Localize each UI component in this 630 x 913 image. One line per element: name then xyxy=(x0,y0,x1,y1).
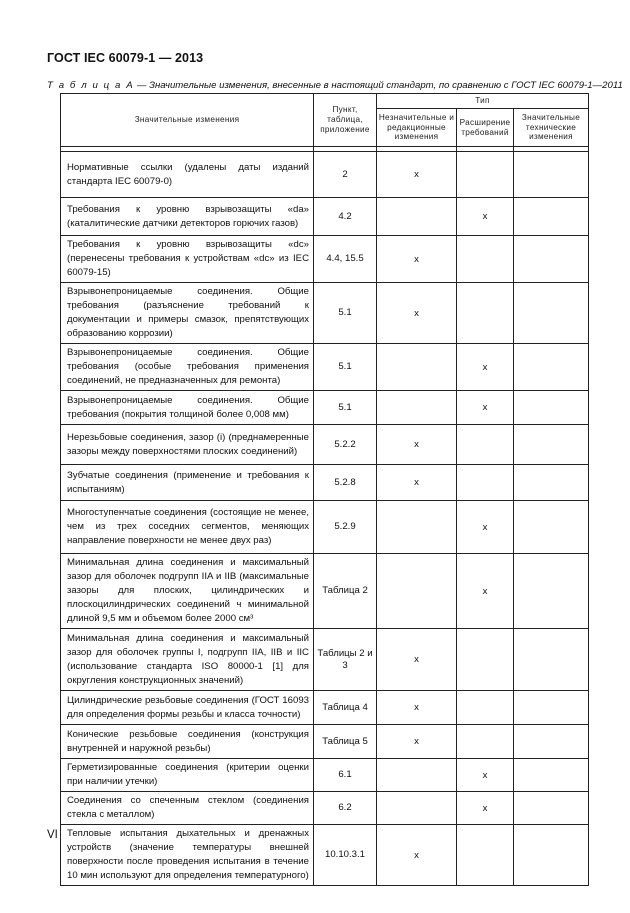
caption-label: Т а б л и ц а А xyxy=(47,80,135,91)
minor-change-mark: x xyxy=(377,283,457,344)
extension-mark: x xyxy=(457,759,514,792)
header-clause: Пункт, таблица, приложение xyxy=(314,94,377,147)
table-row xyxy=(61,152,589,198)
extension-mark xyxy=(457,236,514,283)
table-row xyxy=(61,725,589,759)
technical-change-mark xyxy=(514,554,589,629)
clause-reference: Таблицы 2 и 3 xyxy=(314,629,377,691)
clause-reference: Таблица 2 xyxy=(314,554,377,629)
minor-change-mark xyxy=(377,501,457,554)
change-description: Требования к уровню взрывозащиты «da» (каталитические датчики детекторов горючих газов) xyxy=(61,198,314,236)
extension-mark: x xyxy=(457,792,514,825)
table-row xyxy=(61,236,589,283)
extension-mark: x xyxy=(457,501,514,554)
table-caption xyxy=(47,80,623,91)
caption-text: — Значительные изменения, внесенные в настоящий стандарт, по сравнению с ГОСТ IEC 60079-1—2011 xyxy=(134,80,623,91)
clause-reference: 5.2.2 xyxy=(314,425,377,465)
extension-mark: x xyxy=(457,198,514,236)
change-description: Взрывонепроницаемые соединения. Общие требования (особые требования применения соединений, не предназначенных для ремонта) xyxy=(61,344,314,391)
change-description: Цилиндрические резьбовые соединения (ГОСТ 16093 для определения формы резьбы и класса точности) xyxy=(61,691,314,725)
table-row xyxy=(61,501,589,554)
technical-change-mark xyxy=(514,825,589,886)
header-minor: Незначительные и редакционные изменения xyxy=(377,109,457,147)
minor-change-mark: x xyxy=(377,691,457,725)
change-description: Зубчатые соединения (применение и требования к испытаниям) xyxy=(61,465,314,501)
technical-change-mark xyxy=(514,792,589,825)
technical-change-mark xyxy=(514,501,589,554)
change-description: Герметизированные соединения (критерии оценки при наличии утечки) xyxy=(61,759,314,792)
table-row xyxy=(61,283,589,344)
change-description: Тепловые испытания дыхательных и дренажных устройств (значение температуры внешней поверхности после проведения испытания в течение 10 мин используют для определения температурного) xyxy=(61,825,314,886)
clause-reference: 2 xyxy=(314,152,377,198)
technical-change-mark xyxy=(514,344,589,391)
change-description: Нерезьбовые соединения, зазор (i) (преднамеренные зазоры между поверхностями плоских соединений) xyxy=(61,425,314,465)
clause-reference: 5.1 xyxy=(314,344,377,391)
table-body xyxy=(61,147,589,886)
technical-change-mark xyxy=(514,725,589,759)
extension-mark xyxy=(457,283,514,344)
change-description: Требования к уровню взрывозащиты «dc» (перенесены требования к устройствам «dc» из IEC 60079-15) xyxy=(61,236,314,283)
minor-change-mark: x xyxy=(377,725,457,759)
change-description: Конические резьбовые соединения (конструкция внутренней и наружной резьбы) xyxy=(61,725,314,759)
change-description: Нормативные ссылки (удалены даты изданий стандарта IEC 60079-0) xyxy=(61,152,314,198)
clause-reference: Таблица 4 xyxy=(314,691,377,725)
clause-reference: 5.2.8 xyxy=(314,465,377,501)
minor-change-mark: x xyxy=(377,152,457,198)
change-description: Многоступенчатые соединения (состоящие не менее, чем из трех соседних сегментов, меняющих направление поверхности не менее двух раз) xyxy=(61,501,314,554)
table-row xyxy=(61,792,589,825)
minor-change-mark: x xyxy=(377,425,457,465)
minor-change-mark xyxy=(377,391,457,425)
minor-change-mark: x xyxy=(377,465,457,501)
extension-mark: x xyxy=(457,554,514,629)
clause-reference: 10.10.3.1 xyxy=(314,825,377,886)
technical-change-mark xyxy=(514,152,589,198)
document-header: ГОСТ IEC 60079-1 — 2013 xyxy=(47,51,204,65)
technical-change-mark xyxy=(514,759,589,792)
extension-mark xyxy=(457,691,514,725)
clause-reference: Таблица 5 xyxy=(314,725,377,759)
page-number: VI xyxy=(47,829,58,841)
technical-change-mark xyxy=(514,236,589,283)
extension-mark: x xyxy=(457,391,514,425)
header-type: Тип xyxy=(377,94,589,109)
table-row xyxy=(61,554,589,629)
header-extension: Расширение требований xyxy=(457,109,514,147)
technical-change-mark xyxy=(514,691,589,725)
table-row xyxy=(61,344,589,391)
table-row xyxy=(61,198,589,236)
clause-reference: 5.1 xyxy=(314,283,377,344)
technical-change-mark xyxy=(514,629,589,691)
minor-change-mark xyxy=(377,198,457,236)
minor-change-mark xyxy=(377,759,457,792)
change-description: Минимальная длина соединения и максимальный зазор для оболочек группы I, подгрупп IIA, IIB и IIC (использование стандарта ISO 80000-1 [1] для округления конструкционных значений) xyxy=(61,629,314,691)
table-row xyxy=(61,759,589,792)
table-row xyxy=(61,629,589,691)
extension-mark xyxy=(457,425,514,465)
technical-change-mark xyxy=(514,425,589,465)
table-row xyxy=(61,825,589,886)
change-description: Взрывонепроницаемые соединения. Общие требования (покрытия толщиной более 0,008 мм) xyxy=(61,391,314,425)
table-row xyxy=(61,425,589,465)
extension-mark xyxy=(457,725,514,759)
minor-change-mark xyxy=(377,792,457,825)
header-technical: Значительные технические изменения xyxy=(514,109,589,147)
technical-change-mark xyxy=(514,391,589,425)
clause-reference: 4.4, 15.5 xyxy=(314,236,377,283)
extension-mark: x xyxy=(457,344,514,391)
technical-change-mark xyxy=(514,198,589,236)
table-row xyxy=(61,391,589,425)
technical-change-mark xyxy=(514,465,589,501)
extension-mark xyxy=(457,152,514,198)
clause-reference: 4.2 xyxy=(314,198,377,236)
header-changes: Значительные изменения xyxy=(61,94,314,147)
table-row xyxy=(61,691,589,725)
extension-mark xyxy=(457,825,514,886)
minor-change-mark: x xyxy=(377,629,457,691)
minor-change-mark: x xyxy=(377,236,457,283)
change-description: Взрывонепроницаемые соединения. Общие требования (разъяснение требований к документации и примеры смазок, препятствующих образованию коррозии) xyxy=(61,283,314,344)
table-row xyxy=(61,465,589,501)
minor-change-mark: x xyxy=(377,825,457,886)
change-description: Минимальная длина соединения и максимальный зазор для оболочек подгрупп IIA и IIB (максимальные зазоры для плоских, цилиндрических и плоскоцилиндрических соединений ч минимальной длиной 9,5 мм и объемом более 2000 см³ xyxy=(61,554,314,629)
clause-reference: 5.2.9 xyxy=(314,501,377,554)
minor-change-mark xyxy=(377,344,457,391)
technical-change-mark xyxy=(514,283,589,344)
clause-reference: 6.2 xyxy=(314,792,377,825)
clause-reference: 6.1 xyxy=(314,759,377,792)
changes-table xyxy=(60,93,589,886)
clause-reference: 5.1 xyxy=(314,391,377,425)
extension-mark xyxy=(457,629,514,691)
change-description: Соединения со спеченным стеклом (соединения стекла с металлом) xyxy=(61,792,314,825)
minor-change-mark xyxy=(377,554,457,629)
extension-mark xyxy=(457,465,514,501)
